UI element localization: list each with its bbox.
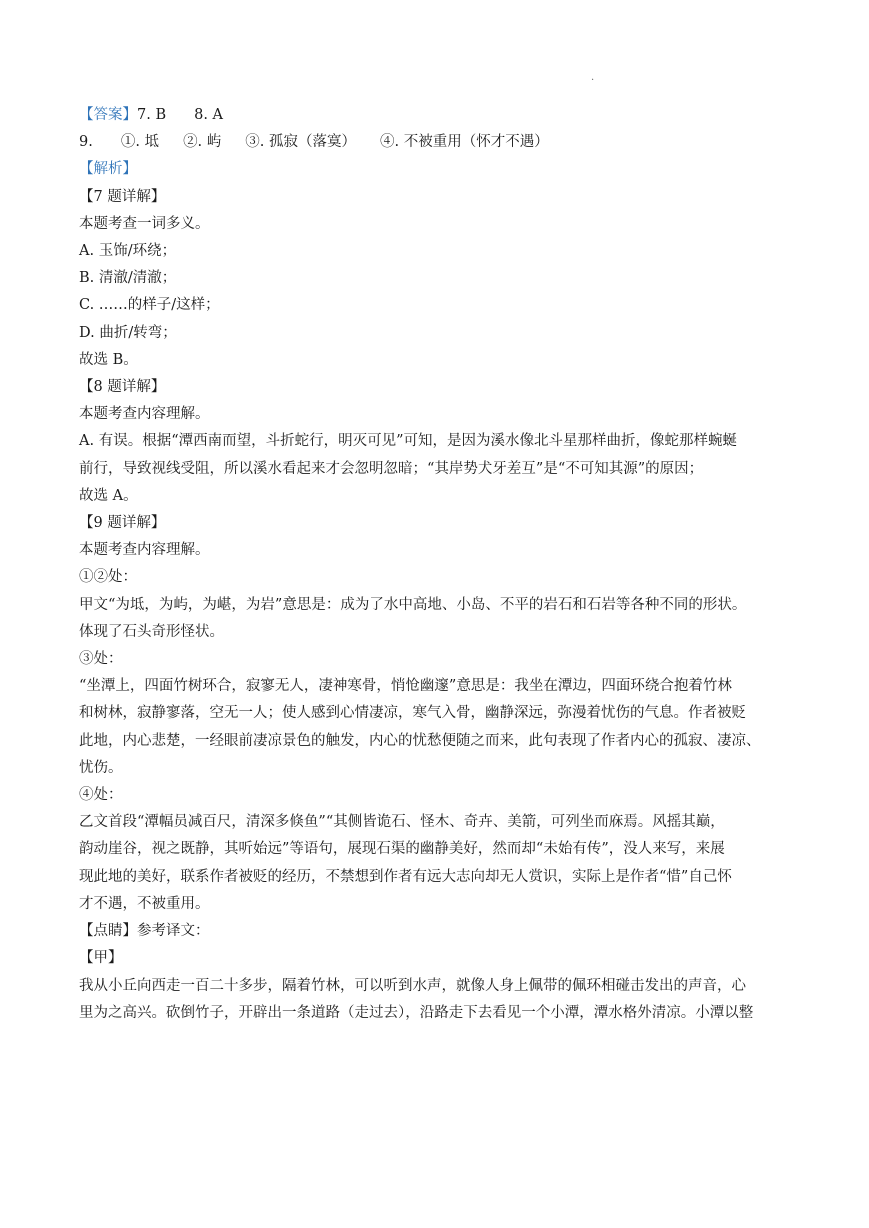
q9-answer-3: ③. 孤寂（落寞） — [245, 134, 356, 151]
q9-part3-label: ③处： — [79, 651, 123, 668]
q9-part3-line4: 忧伤。 — [79, 759, 123, 776]
translation-line2: 里为之高兴。砍倒竹子，开辟出一条道路（走过去），沿路走下去看见一个小潭，潭水格外清凉。小潭以整 — [79, 1004, 754, 1021]
q7-choice: 故选 B。 — [79, 351, 138, 368]
q9-part4-label: ④处： — [79, 787, 123, 804]
analysis-tag: 【解析】 — [79, 161, 137, 178]
q9-detail-title: 【9 题详解】 — [79, 515, 166, 532]
q7-option-c: C. ……的样子/这样； — [79, 297, 220, 314]
q8-detail-title: 【8 题详解】 — [79, 379, 166, 396]
answer-q7: 7. B — [137, 107, 167, 123]
q9-part3-line3: 此地，内心悲楚，一经眼前凄凉景色的触发，内心的忧愁便随之而来，此句表现了作者内心的孤寂、凄凉、 — [79, 732, 761, 749]
q9-part3-line1: “坐潭上，四面竹树环合，寂寥无人，凄神寒骨，悄怆幽邃”意思是：我坐在潭边，四面环绕合抱着竹林 — [79, 678, 732, 695]
q9-answer-1: ①. 坻 — [120, 134, 160, 151]
q7-detail-title: 【7 题详解】 — [79, 188, 166, 205]
q9-answer-4: ④. 不被重用（怀才不遇） — [380, 134, 549, 151]
q9-part4-line1: 乙文首段“潭幅员减百尺，清深多倏鱼”“其侧皆诡石、怪木、奇卉、美箭，可列坐而庥焉。风摇其巅， — [79, 814, 725, 831]
translation-line1: 我从小丘向西走一百二十多步，隔着竹林，可以听到水声，就像人身上佩带的佩环相碰击发出的声音，心 — [79, 977, 746, 994]
q9-answer-2: ②. 屿 — [183, 134, 222, 151]
q8-option-a-line1: A. 有误。根据“潭西南而望，斗折蛇行，明灭可见”可知，是因为溪水像北斗星那样曲折，像蛇那样蜿蜒 — [79, 433, 738, 450]
q9-detail-intro: 本题考查内容理解。 — [79, 542, 210, 559]
q7-option-a: A. 玉饰/环绕； — [79, 243, 177, 260]
q9-part4-line4: 才不遇，不被重用。 — [79, 895, 210, 912]
q9-part4-line3: 现此地的美好，联系作者被贬的经历，不禁想到作者有远大志向却无人赏识，实际上是作者“惜”自己怀 — [79, 868, 732, 885]
q9-answer-line — [79, 129, 793, 156]
page-mark: . — [591, 72, 595, 83]
translation-title: 【点睛】参考译文： — [79, 923, 210, 940]
answer-q8: 8. A — [194, 107, 224, 123]
translation-jia-tag: 【甲】 — [79, 950, 123, 967]
q9-part12-label: ①②处： — [79, 569, 137, 586]
q8-detail-intro: 本题考查内容理解。 — [79, 406, 210, 423]
q9-number: 9. — [79, 134, 93, 151]
answer-line — [79, 102, 793, 129]
answer-tag: 【答案】 — [79, 107, 137, 123]
q9-part12-line1: 甲文“为坻，为屿，为嵁，为岩”意思是：成为了水中高地、小岛、不平的岩石和石岩等各种不同的形状。 — [79, 596, 747, 613]
q8-choice: 故选 A。 — [79, 487, 138, 504]
q8-option-a-line2: 前行，导致视线受阻，所以溪水看起来才会忽明忽暗；“其岸势犬牙差互”是“不可知其源”的原因； — [79, 460, 704, 477]
document-body — [79, 102, 793, 1027]
q9-part12-line2: 体现了石头奇形怪状。 — [79, 623, 224, 640]
q7-option-d: D. 曲折/转弯； — [79, 324, 177, 341]
q7-detail-intro: 本题考查一词多义。 — [79, 215, 210, 232]
q7-option-b: B. 清澈/清澈； — [79, 270, 177, 287]
q9-part3-line2: 和树林，寂静寥落，空无一人；使人感到心情凄凉，寒气入骨，幽静深远，弥漫着忧伤的气息。作者被贬 — [79, 705, 746, 722]
q9-part4-line2: 韵动崖谷，视之既静，其听始远”等语句，展现石渠的幽静美好，然而却“未始有传”，没人来写，来展 — [79, 841, 725, 858]
